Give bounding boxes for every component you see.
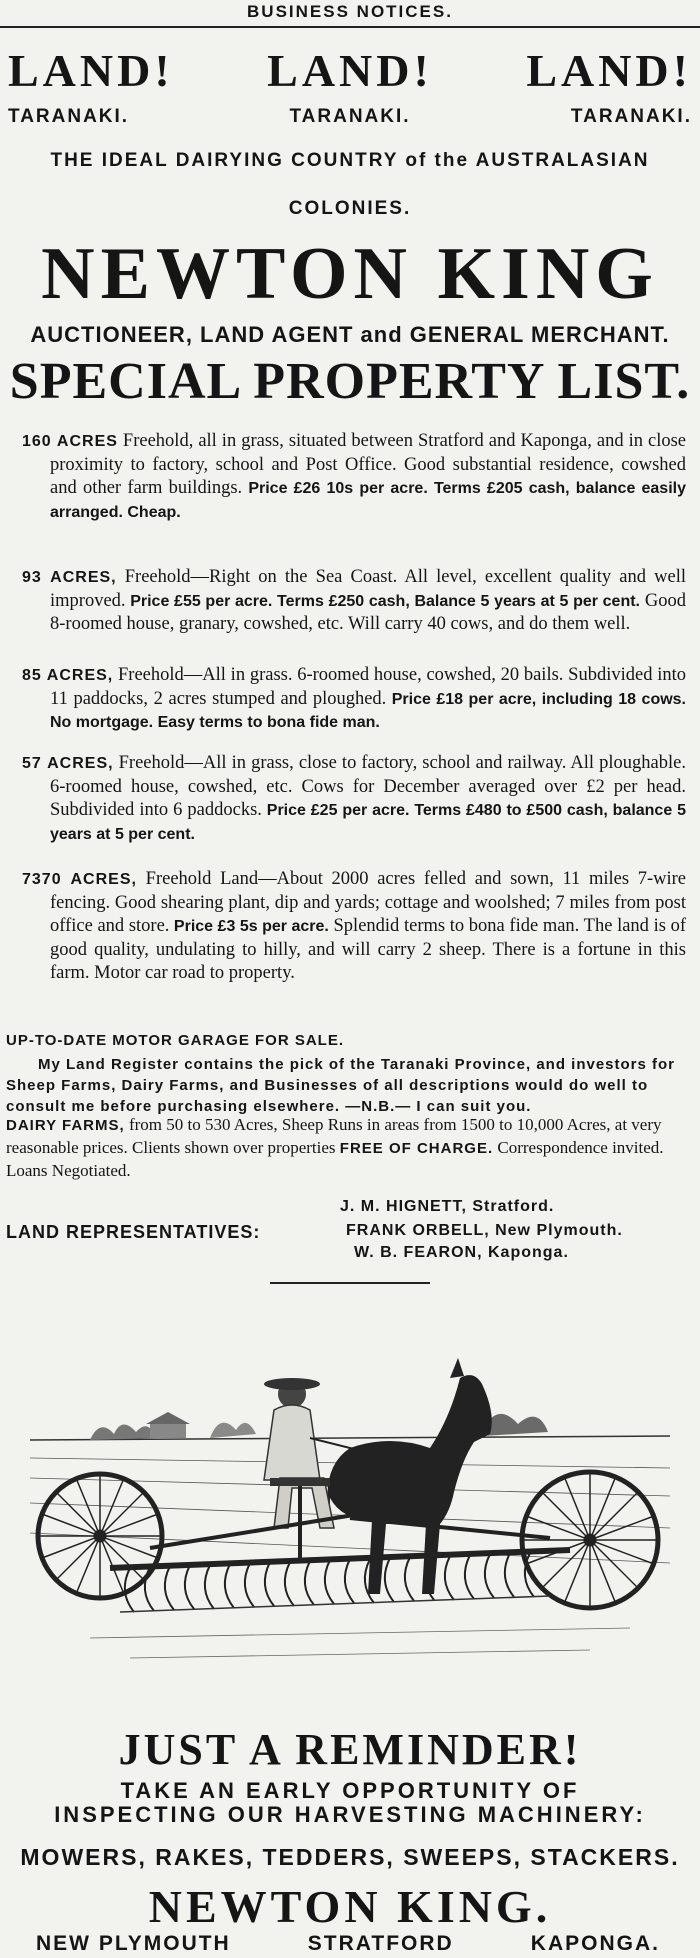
town-name: STRATFORD — [307, 1932, 454, 1955]
property-terms: Price £18 per acre, including 18 cows. No mortgage. Easy terms to bona fide man. — [50, 690, 687, 731]
property-listing — [22, 868, 686, 986]
free-of-charge-label: FREE OF CHARGE. — [339, 1140, 494, 1157]
land-register-notice: My Land Register contains the pick of the Taranaki Province, and investors for Sheep Farms, Dairy Farms, and Businesses of all descriptions would do well to consult me before purchasing elsewhere. —N.B.— I can suit you. — [6, 1056, 676, 1115]
property-terms: Price £55 per acre. Terms £250 cash, Balance 5 years at 5 per cent. — [125, 592, 641, 610]
machinery-list: MOWERS, RAKES, TEDDERS, SWEEPS, STACKERS. — [20, 1844, 680, 1870]
section-header: BUSINESS NOTICES. — [247, 2, 453, 21]
land-representatives — [6, 1198, 690, 1268]
dairy-farms-lead: DAIRY FARMS, — [6, 1117, 125, 1134]
property-acreage: 85 ACRES, — [22, 667, 114, 684]
property-terms: Price £3 5s per acre. — [169, 918, 329, 935]
property-description-more: Splendid terms to bona fide man. The land is of good quality, undulating to hilly, and will carry 2 sheep. There is a fortune in this farm. Motor car road to property. — [50, 916, 686, 983]
taranaki-word: TARANAKI. — [289, 106, 411, 127]
dairy-farms-notice — [6, 1114, 690, 1182]
company-name-heading: NEWTON KING — [41, 233, 659, 315]
property-description: Freehold—All in grass, close to factory, school and railway. All ploughable. 6-roomed house, cowshed, etc. Cows for December averaged over £2 per head. Subdivided into 6 paddocks. — [50, 753, 686, 820]
property-listing — [22, 430, 686, 524]
reminder-heading: JUST A REMINDER! — [118, 1725, 582, 1774]
inspecting-machinery-line: INSPECTING OUR HARVESTING MACHINERY: — [54, 1802, 646, 1827]
taranaki-word: TARANAKI. — [8, 106, 130, 127]
property-listing — [22, 664, 686, 735]
colonies-line: COLONIES. — [288, 198, 412, 219]
property-terms: Price £26 10s per acre. Terms £205 cash, balance easily arranged. Cheap. — [50, 480, 686, 521]
property-description: Freehold—All in grass. 6-roomed house, cowshed, 20 bails. Subdivided into 11 paddocks, 2 acres stumped and ploughed. — [50, 665, 686, 709]
ideal-country-line: THE IDEAL DAIRYING COUNTRY of the AUSTRALASIAN — [50, 150, 650, 171]
company-subtitle: AUCTIONEER, LAND AGENT and GENERAL MERCHANT. — [30, 322, 670, 347]
taranaki-row — [8, 106, 692, 128]
dairy-farms-text: from 50 to 530 Acres, Sheep Runs in areas from 1500 to 10,000 Acres, at very reasonable prices. Clients shown over properties — [6, 1115, 662, 1157]
property-description: Freehold Land—About 2000 acres felled and sown, 11 miles 7-wire fencing. Good shearing plant, dip and yards; cottage and woolshed; 7 miles from post office and store. — [50, 869, 687, 936]
property-listing — [22, 566, 686, 637]
section-divider — [270, 1282, 430, 1284]
take-opportunity-line: TAKE AN EARLY OPPORTUNITY OF — [120, 1778, 580, 1803]
representatives-label: LAND REPRESENTATIVES: — [6, 1222, 261, 1242]
horse-drawn-hay-rake-icon — [30, 1318, 670, 1686]
representative-name: FRANK ORBELL, New Plymouth. — [346, 1222, 623, 1239]
land-banner — [8, 44, 692, 97]
property-acreage: 160 ACRES — [22, 433, 118, 450]
town-name: KAPONGA. — [530, 1932, 660, 1955]
property-listing — [22, 752, 686, 846]
property-terms: Price £25 per acre. Terms £480 to £500 cash, balance 5 years at 5 per cent. — [50, 802, 686, 843]
town-name: NEW PLYMOUTH — [36, 1932, 231, 1955]
property-acreage: 7370 ACRES, — [22, 871, 137, 888]
taranaki-word: TARANAKI. — [570, 106, 692, 127]
property-acreage: 57 ACRES, — [22, 755, 114, 772]
header-rule — [0, 26, 700, 28]
representative-name: J. M. HIGNETT, Stratford. — [340, 1198, 555, 1215]
land-word: LAND! — [526, 45, 692, 96]
company-name-footer: NEWTON KING. — [148, 1881, 552, 1932]
property-description: Freehold—Right on the Sea Coast. All level, excellent quality and well improved. — [50, 567, 686, 611]
dairy-farms-tail: Correspondence invited. Loans Negotiated. — [6, 1138, 664, 1180]
land-word: LAND! — [267, 45, 433, 96]
special-property-list-title: SPECIAL PROPERTY LIST. — [9, 353, 691, 410]
representative-name: W. B. FEARON, Kaponga. — [354, 1244, 569, 1261]
branch-towns — [36, 1932, 660, 1956]
property-description: Freehold, all in grass, situated between Stratford and Kaponga, and in close proximity to factory, school and Post Office. Good substantial residence, cowshed and other farm buildings. — [50, 431, 686, 498]
land-word: LAND! — [8, 45, 174, 96]
motor-garage-notice: UP-TO-DATE MOTOR GARAGE FOR SALE. — [6, 1032, 345, 1049]
property-acreage: 93 ACRES, — [22, 569, 117, 586]
property-description-more: Good 8-roomed house, granary, cowshed, etc. Will carry 40 cows, and do them well. — [50, 590, 686, 634]
